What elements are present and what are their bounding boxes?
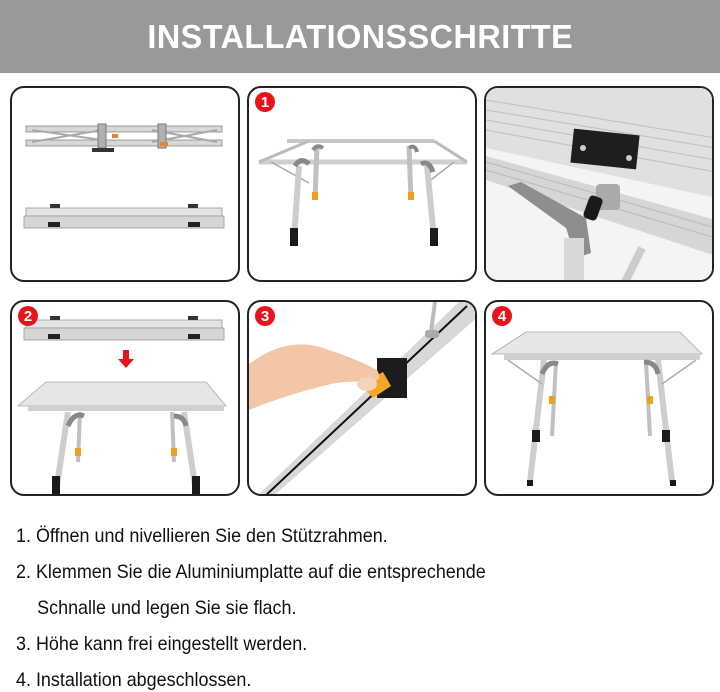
frame-illustration (249, 88, 477, 282)
instruction-list (16, 518, 706, 692)
instruction-step-1: 1. Öffnen und nivellieren Sie den Stützrahmen. (16, 525, 388, 547)
panel-folded (10, 86, 240, 282)
page-title: INSTALLATIONSSCHRITTE (147, 17, 573, 55)
panel-step-1 (247, 86, 477, 282)
panel-step-3 (247, 300, 477, 496)
clamp-detail-illustration (486, 88, 714, 282)
step-badge-2: 2 (18, 306, 38, 326)
step-badge-3: 3 (255, 306, 275, 326)
clamp-adjust-illustration (249, 302, 477, 496)
instruction-step-2-continued: Schnalle und legen Sie sie flach. (37, 597, 297, 619)
step-badge-1: 1 (255, 92, 275, 112)
folded-table-illustration (12, 88, 240, 282)
panel-clamp-detail (484, 86, 714, 282)
panel-step-4 (484, 300, 714, 496)
instruction-step-4: 4. Installation abgeschlossen. (16, 669, 252, 691)
step-badge-4: 4 (492, 306, 512, 326)
panel-step-2 (10, 300, 240, 496)
place-top-illustration (12, 302, 240, 496)
instruction-step-3: 3. Höhe kann frei eingestellt werden. (16, 633, 308, 655)
down-arrow-icon (118, 350, 134, 368)
header-banner (0, 0, 720, 73)
assembled-table-illustration (486, 302, 714, 496)
instruction-step-2: 2. Klemmen Sie die Aluminiumplatte auf die entsprechende (16, 561, 486, 583)
